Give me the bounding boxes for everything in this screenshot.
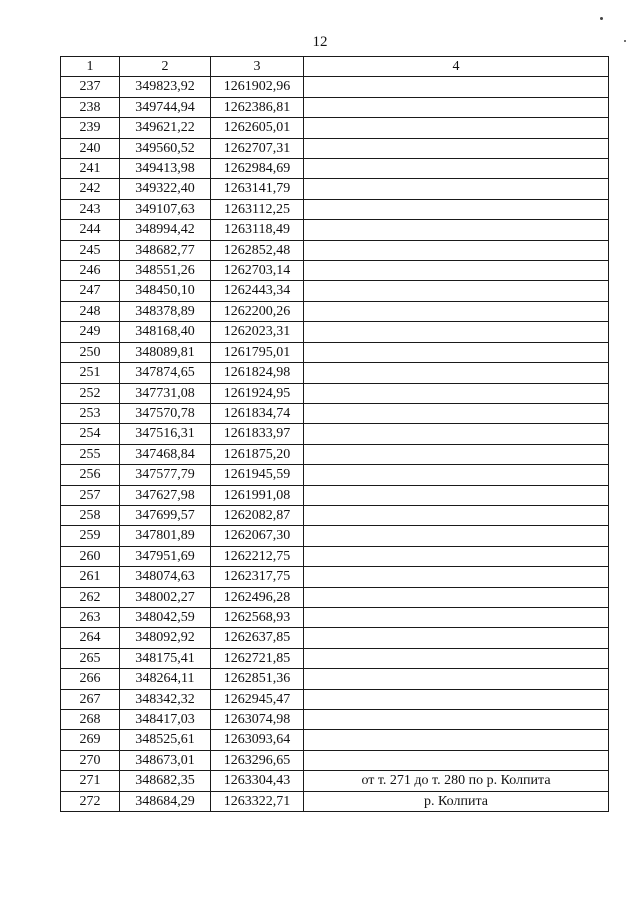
cell-description <box>304 281 609 301</box>
table-header <box>61 57 609 77</box>
cell-coord-y: 1262605,01 <box>211 118 304 138</box>
table-row <box>61 322 609 342</box>
cell-description <box>304 607 609 627</box>
table-row <box>61 220 609 240</box>
table-row <box>61 424 609 444</box>
cell-point-number: 265 <box>61 648 120 668</box>
coordinates-table <box>60 56 609 812</box>
cell-coord-y: 1262852,48 <box>211 240 304 260</box>
cell-coord-x: 347731,08 <box>120 383 211 403</box>
cell-coord-y: 1262443,34 <box>211 281 304 301</box>
cell-coord-y: 1261945,59 <box>211 465 304 485</box>
table-row <box>61 526 609 546</box>
cell-coord-y: 1262851,36 <box>211 669 304 689</box>
cell-description <box>304 526 609 546</box>
cell-description <box>304 648 609 668</box>
cell-point-number: 240 <box>61 138 120 158</box>
cell-point-number: 249 <box>61 322 120 342</box>
cell-coord-y: 1261902,96 <box>211 77 304 97</box>
cell-point-number: 262 <box>61 587 120 607</box>
cell-coord-x: 347468,84 <box>120 444 211 464</box>
cell-coord-x: 348525,61 <box>120 730 211 750</box>
cell-point-number: 241 <box>61 159 120 179</box>
cell-coord-x: 347801,89 <box>120 526 211 546</box>
cell-coord-x: 348551,26 <box>120 261 211 281</box>
cell-coord-y: 1262496,28 <box>211 587 304 607</box>
cell-description <box>304 669 609 689</box>
table-row <box>61 403 609 423</box>
cell-point-number: 238 <box>61 97 120 117</box>
cell-coord-y: 1263093,64 <box>211 730 304 750</box>
table-row <box>61 710 609 730</box>
table-row <box>61 240 609 260</box>
cell-description <box>304 628 609 648</box>
cell-description <box>304 179 609 199</box>
cell-coord-x: 347951,69 <box>120 546 211 566</box>
table-row <box>61 118 609 138</box>
cell-point-number: 253 <box>61 403 120 423</box>
cell-point-number: 264 <box>61 628 120 648</box>
cell-description <box>304 567 609 587</box>
table-row <box>61 485 609 505</box>
table-row <box>61 546 609 566</box>
cell-coord-x: 348342,32 <box>120 689 211 709</box>
cell-point-number: 256 <box>61 465 120 485</box>
cell-description <box>304 199 609 219</box>
cell-point-number: 260 <box>61 546 120 566</box>
table-row <box>61 281 609 301</box>
cell-point-number: 272 <box>61 791 120 811</box>
cell-coord-x: 349413,98 <box>120 159 211 179</box>
cell-description <box>304 465 609 485</box>
cell-coord-y: 1262703,14 <box>211 261 304 281</box>
cell-coord-y: 1262721,85 <box>211 648 304 668</box>
table-row <box>61 383 609 403</box>
table-row <box>61 730 609 750</box>
cell-coord-x: 348682,77 <box>120 240 211 260</box>
cell-coord-y: 1263118,49 <box>211 220 304 240</box>
table-row <box>61 444 609 464</box>
cell-point-number: 263 <box>61 607 120 627</box>
cell-description <box>304 77 609 97</box>
cell-point-number: 250 <box>61 342 120 362</box>
cell-point-number: 258 <box>61 505 120 525</box>
cell-point-number: 243 <box>61 199 120 219</box>
cell-description <box>304 546 609 566</box>
cell-point-number: 255 <box>61 444 120 464</box>
cell-description <box>304 138 609 158</box>
cell-point-number: 247 <box>61 281 120 301</box>
cell-description <box>304 383 609 403</box>
cell-coord-y: 1262212,75 <box>211 546 304 566</box>
cell-coord-y: 1261795,01 <box>211 342 304 362</box>
cell-coord-x: 349744,94 <box>120 97 211 117</box>
table-row <box>61 138 609 158</box>
cell-coord-x: 349107,63 <box>120 199 211 219</box>
cell-description <box>304 261 609 281</box>
header-col-3: 3 <box>211 57 304 77</box>
cell-description <box>304 689 609 709</box>
cell-point-number: 251 <box>61 363 120 383</box>
cell-description <box>304 97 609 117</box>
cell-point-number: 242 <box>61 179 120 199</box>
cell-point-number: 261 <box>61 567 120 587</box>
cell-point-number: 266 <box>61 669 120 689</box>
cell-coord-y: 1261924,95 <box>211 383 304 403</box>
cell-coord-x: 348042,59 <box>120 607 211 627</box>
table-row <box>61 628 609 648</box>
table-row <box>61 505 609 525</box>
cell-point-number: 239 <box>61 118 120 138</box>
cell-coord-y: 1262945,47 <box>211 689 304 709</box>
cell-coord-x: 348092,92 <box>120 628 211 648</box>
cell-description: р. Колпита <box>304 791 609 811</box>
scan-speck <box>600 17 603 20</box>
cell-point-number: 270 <box>61 750 120 770</box>
table-body <box>61 77 609 812</box>
cell-coord-y: 1263322,71 <box>211 791 304 811</box>
cell-coord-x: 348378,89 <box>120 301 211 321</box>
cell-point-number: 267 <box>61 689 120 709</box>
header-row <box>61 57 609 77</box>
cell-coord-x: 348994,42 <box>120 220 211 240</box>
cell-description <box>304 730 609 750</box>
cell-coord-x: 347570,78 <box>120 403 211 423</box>
cell-coord-y: 1263304,43 <box>211 771 304 791</box>
cell-description <box>304 118 609 138</box>
cell-point-number: 245 <box>61 240 120 260</box>
cell-coord-x: 347874,65 <box>120 363 211 383</box>
cell-coord-y: 1262082,87 <box>211 505 304 525</box>
table-row <box>61 791 609 811</box>
cell-point-number: 237 <box>61 77 120 97</box>
table-row <box>61 587 609 607</box>
cell-coord-y: 1261875,20 <box>211 444 304 464</box>
table-row <box>61 465 609 485</box>
cell-coord-x: 348168,40 <box>120 322 211 342</box>
cell-coord-y: 1261833,97 <box>211 424 304 444</box>
cell-coord-x: 348417,03 <box>120 710 211 730</box>
table-row <box>61 363 609 383</box>
cell-description <box>304 424 609 444</box>
cell-coord-y: 1262200,26 <box>211 301 304 321</box>
table-row <box>61 301 609 321</box>
cell-point-number: 271 <box>61 771 120 791</box>
cell-coord-x: 348074,63 <box>120 567 211 587</box>
cell-description <box>304 444 609 464</box>
cell-coord-y: 1261834,74 <box>211 403 304 423</box>
table-row <box>61 669 609 689</box>
cell-point-number: 244 <box>61 220 120 240</box>
cell-description <box>304 159 609 179</box>
cell-coord-y: 1263141,79 <box>211 179 304 199</box>
cell-description <box>304 363 609 383</box>
cell-coord-x: 349823,92 <box>120 77 211 97</box>
header-col-1: 1 <box>61 57 120 77</box>
scan-speck <box>624 40 626 42</box>
cell-description <box>304 403 609 423</box>
cell-coord-x: 349322,40 <box>120 179 211 199</box>
table-row <box>61 750 609 770</box>
cell-coord-y: 1262317,75 <box>211 567 304 587</box>
cell-coord-x: 347516,31 <box>120 424 211 444</box>
cell-coord-y: 1262637,85 <box>211 628 304 648</box>
cell-coord-x: 347627,98 <box>120 485 211 505</box>
cell-coord-x: 347577,79 <box>120 465 211 485</box>
cell-coord-y: 1262984,69 <box>211 159 304 179</box>
cell-coord-x: 348002,27 <box>120 587 211 607</box>
cell-coord-y: 1263296,65 <box>211 750 304 770</box>
cell-coord-y: 1262386,81 <box>211 97 304 117</box>
table-row <box>61 689 609 709</box>
cell-description <box>304 485 609 505</box>
table-row <box>61 159 609 179</box>
cell-coord-x: 348175,41 <box>120 648 211 668</box>
cell-point-number: 268 <box>61 710 120 730</box>
cell-description <box>304 220 609 240</box>
table-row <box>61 199 609 219</box>
cell-description <box>304 322 609 342</box>
cell-coord-x: 348264,11 <box>120 669 211 689</box>
cell-coord-x: 349560,52 <box>120 138 211 158</box>
cell-coord-y: 1262707,31 <box>211 138 304 158</box>
table-row <box>61 648 609 668</box>
header-col-2: 2 <box>120 57 211 77</box>
table-row <box>61 342 609 362</box>
cell-description <box>304 750 609 770</box>
cell-point-number: 259 <box>61 526 120 546</box>
cell-point-number: 269 <box>61 730 120 750</box>
cell-coord-x: 348089,81 <box>120 342 211 362</box>
cell-description <box>304 587 609 607</box>
cell-coord-y: 1261991,08 <box>211 485 304 505</box>
cell-coord-x: 348450,10 <box>120 281 211 301</box>
cell-coord-x: 348684,29 <box>120 791 211 811</box>
table-row <box>61 261 609 281</box>
cell-coord-y: 1263074,98 <box>211 710 304 730</box>
cell-coord-y: 1263112,25 <box>211 199 304 219</box>
cell-coord-x: 348682,35 <box>120 771 211 791</box>
cell-point-number: 254 <box>61 424 120 444</box>
cell-coord-y: 1262568,93 <box>211 607 304 627</box>
table-row <box>61 179 609 199</box>
cell-coord-y: 1261824,98 <box>211 363 304 383</box>
table-row <box>61 77 609 97</box>
cell-coord-y: 1262023,31 <box>211 322 304 342</box>
cell-coord-y: 1262067,30 <box>211 526 304 546</box>
table-row <box>61 567 609 587</box>
page-number: 12 <box>312 34 328 50</box>
header-col-4: 4 <box>304 57 609 77</box>
cell-point-number: 252 <box>61 383 120 403</box>
table-row <box>61 607 609 627</box>
cell-description <box>304 505 609 525</box>
cell-point-number: 246 <box>61 261 120 281</box>
cell-coord-x: 348673,01 <box>120 750 211 770</box>
cell-description <box>304 710 609 730</box>
table-row <box>61 97 609 117</box>
cell-description: от т. 271 до т. 280 по р. Колпита <box>304 771 609 791</box>
cell-description <box>304 342 609 362</box>
cell-description <box>304 240 609 260</box>
cell-point-number: 257 <box>61 485 120 505</box>
table-row <box>61 771 609 791</box>
cell-coord-x: 349621,22 <box>120 118 211 138</box>
cell-coord-x: 347699,57 <box>120 505 211 525</box>
cell-point-number: 248 <box>61 301 120 321</box>
cell-description <box>304 301 609 321</box>
